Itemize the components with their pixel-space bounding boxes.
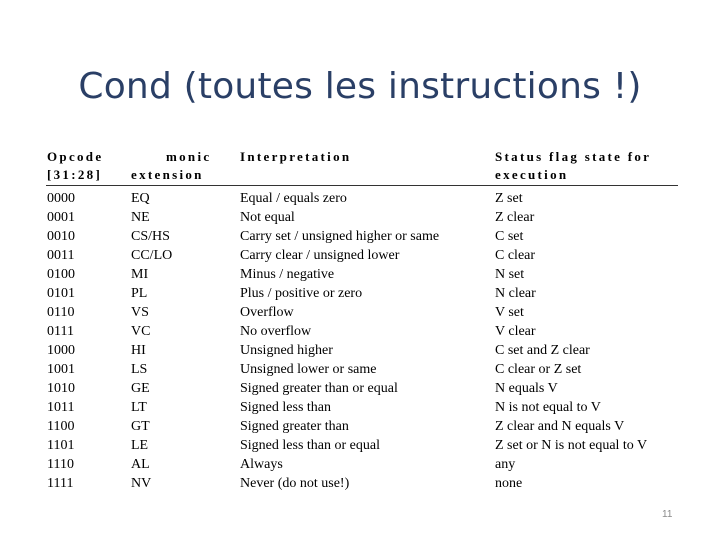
status-cell: N set [495, 267, 525, 282]
opcode-cell: 0001 [47, 210, 75, 225]
interpretation-cell: Carry clear / unsigned lower [240, 248, 400, 263]
opcode-cell: 1001 [47, 362, 75, 377]
table-row [46, 322, 678, 341]
mnemonic-cell: HI [131, 343, 146, 358]
table-row [46, 208, 678, 227]
table-row [46, 265, 678, 284]
condition-codes-table [46, 147, 678, 493]
mnemonic-cell: MI [131, 267, 149, 282]
table-body [46, 189, 678, 493]
opcode-cell: 1011 [47, 400, 75, 415]
header-interpretation: Interpretation [240, 149, 352, 164]
interpretation-cell: Signed greater than or equal [240, 381, 398, 396]
table-row [46, 284, 678, 303]
mnemonic-cell: NV [131, 476, 152, 491]
status-cell: V clear [495, 324, 536, 339]
interpretation-cell: Signed less than [240, 400, 331, 415]
opcode-cell: 1100 [47, 419, 75, 434]
mnemonic-cell: GT [131, 419, 150, 434]
opcode-cell: 1101 [47, 438, 75, 453]
mnemonic-cell: LE [131, 438, 149, 453]
table-header [46, 147, 678, 186]
page-number: 11 [662, 509, 673, 520]
interpretation-cell: Unsigned lower or same [240, 362, 377, 377]
mnemonic-cell: AL [131, 457, 150, 472]
mnemonic-cell: VS [131, 305, 149, 320]
table-row [46, 455, 678, 474]
header-mnemonic-line2: extension [131, 167, 204, 182]
interpretation-cell: Signed less than or equal [240, 438, 380, 453]
header-mnemonic-line1: monic [166, 149, 212, 164]
interpretation-cell: Signed greater than [240, 419, 349, 434]
interpretation-cell: Plus / positive or zero [240, 286, 363, 301]
status-cell: C clear or Z set [495, 362, 582, 377]
mnemonic-cell: LS [131, 362, 148, 377]
mnemonic-cell: CC/LO [131, 248, 173, 263]
opcode-cell: 1111 [47, 476, 74, 491]
interpretation-cell: Unsigned higher [240, 343, 333, 358]
opcode-cell: 1000 [47, 343, 75, 358]
status-cell: V set [495, 305, 524, 320]
slide-title: Cond (toutes les instructions !) [78, 66, 642, 107]
interpretation-cell: Carry set / unsigned higher or same [240, 229, 440, 244]
table-row [46, 227, 678, 246]
header-status-line1: Status flag state for [495, 149, 652, 164]
opcode-cell: 0110 [47, 305, 75, 320]
opcode-cell: 0010 [47, 229, 75, 244]
interpretation-cell: Always [240, 457, 283, 472]
status-cell: Z clear [495, 210, 535, 225]
status-cell: Z clear and N equals V [495, 419, 625, 434]
opcode-cell: 0011 [47, 248, 75, 263]
interpretation-cell: Never (do not use!) [240, 476, 350, 491]
table-row [46, 189, 678, 208]
status-cell: C set [495, 229, 524, 244]
opcode-cell: 1010 [47, 381, 75, 396]
mnemonic-cell: LT [131, 400, 147, 415]
mnemonic-cell: GE [131, 381, 150, 396]
mnemonic-cell: EQ [131, 191, 150, 206]
status-cell: any [495, 457, 516, 472]
table-row [46, 436, 678, 455]
status-cell: N equals V [495, 381, 558, 396]
interpretation-cell: Overflow [240, 305, 294, 320]
mnemonic-cell: CS/HS [131, 229, 170, 244]
header-opcode-line2: [31:28] [47, 167, 103, 182]
table-row [46, 246, 678, 265]
opcode-cell: 0000 [47, 191, 75, 206]
opcode-cell: 0100 [47, 267, 75, 282]
opcode-cell: 1110 [47, 457, 74, 472]
table-row [46, 474, 678, 493]
mnemonic-cell: VC [131, 324, 151, 339]
table-row [46, 303, 678, 322]
interpretation-cell: Not equal [240, 210, 295, 225]
mnemonic-cell: NE [131, 210, 150, 225]
status-cell: Z set [495, 191, 523, 206]
header-status-line2: execution [495, 167, 569, 182]
header-opcode-line1: Opcode [47, 149, 104, 164]
table-row [46, 417, 678, 436]
opcode-cell: 0101 [47, 286, 75, 301]
status-cell: N clear [495, 286, 536, 301]
table-row [46, 398, 678, 417]
table-row [46, 379, 678, 398]
status-cell: C clear [495, 248, 536, 263]
status-cell: none [495, 476, 523, 491]
mnemonic-cell: PL [131, 286, 148, 301]
interpretation-cell: No overflow [240, 324, 312, 339]
opcode-cell: 0111 [47, 324, 74, 339]
interpretation-cell: Minus / negative [240, 267, 335, 282]
status-cell: N is not equal to V [495, 400, 601, 415]
table-row [46, 360, 678, 379]
interpretation-cell: Equal / equals zero [240, 191, 347, 206]
status-cell: C set and Z clear [495, 343, 590, 358]
table-row [46, 341, 678, 360]
status-cell: Z set or N is not equal to V [495, 438, 648, 453]
